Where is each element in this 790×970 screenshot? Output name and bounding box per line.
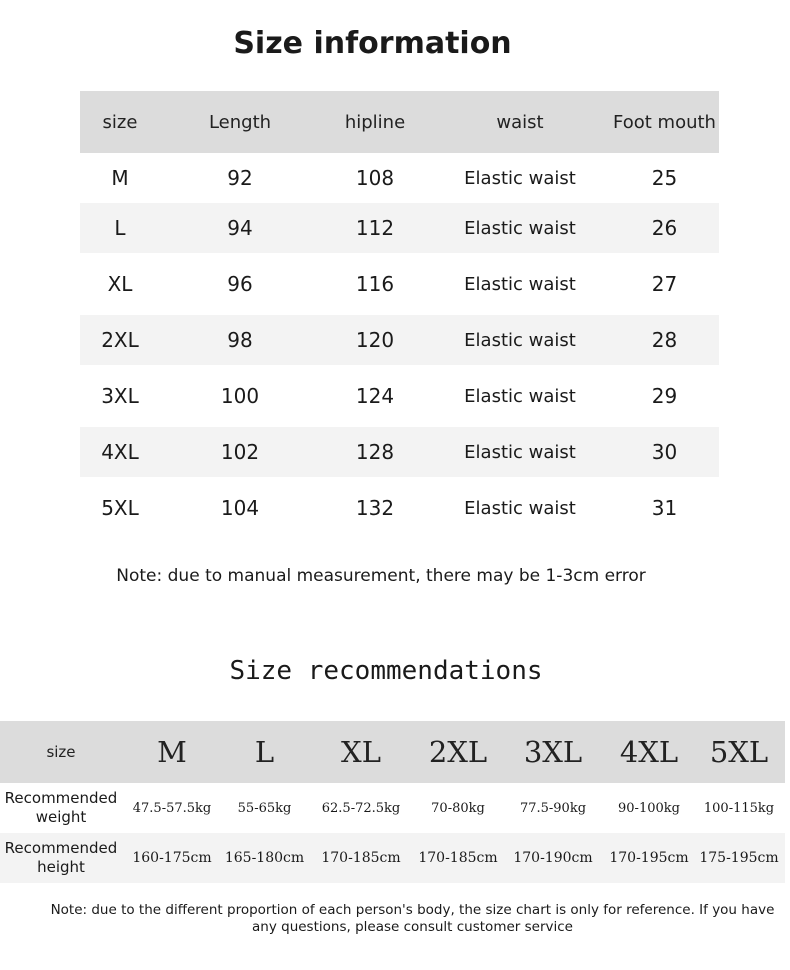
header-3xl: 3XL — [523, 735, 583, 769]
cell-hipline: 112 — [355, 216, 395, 240]
cell-foot-mouth: 26 — [651, 216, 678, 240]
height-cell: 170-190cm — [513, 850, 593, 866]
table-row — [80, 427, 719, 477]
cell-size: XL — [107, 272, 133, 296]
size-information-title: Size information — [233, 26, 512, 61]
size-information-header-row — [80, 91, 719, 153]
cell-foot-mouth: 28 — [651, 328, 678, 352]
weight-cell: 70-80kg — [431, 800, 485, 816]
height-cell: 165-180cm — [224, 850, 305, 866]
table-row — [80, 203, 719, 253]
size-recommendations-header-row — [0, 721, 785, 783]
height-cell: 175-195cm — [699, 850, 779, 866]
table-row — [80, 483, 719, 533]
cell-length: 94 — [227, 216, 253, 240]
header-foot-mouth: Foot mouth — [613, 111, 716, 133]
cell-waist: Elastic waist — [464, 329, 576, 351]
weight-cell: 77.5-90kg — [519, 800, 587, 816]
header-4xl: 4XL — [619, 735, 679, 769]
cell-waist: Elastic waist — [464, 167, 576, 189]
height-cell: 160-175cm — [132, 850, 212, 866]
table-row — [80, 371, 719, 421]
size-recommendations-table — [0, 721, 785, 883]
weight-cell: 47.5-57.5kg — [132, 800, 212, 816]
table-row — [80, 153, 719, 203]
weight-cell: 90-100kg — [618, 800, 680, 816]
cell-size: L — [114, 216, 126, 240]
cell-size: 5XL — [101, 496, 139, 520]
cell-length: 104 — [220, 496, 260, 520]
header-5xl: 5XL — [709, 735, 769, 769]
cell-length: 100 — [220, 384, 260, 408]
cell-size: 4XL — [101, 440, 139, 464]
weight-row — [0, 783, 785, 833]
header-xl: XL — [341, 735, 381, 769]
header-size: size — [102, 111, 138, 133]
cell-foot-mouth: 31 — [651, 496, 678, 520]
size-information-table — [80, 91, 719, 533]
cell-waist: Elastic waist — [464, 217, 576, 239]
measurement-note: Note: due to manual measurement, there may be 1-3cm error — [116, 566, 646, 586]
cell-foot-mouth: 25 — [651, 166, 678, 190]
cell-hipline: 132 — [355, 496, 395, 520]
cell-hipline: 108 — [355, 166, 395, 190]
cell-waist: Elastic waist — [464, 273, 576, 295]
cell-length: 98 — [227, 328, 253, 352]
reference-note: Note: due to the different proportion of each person's body, the size chart is only for reference. If you have any questions, please consult customer service — [50, 902, 775, 935]
header-hipline: hipline — [344, 111, 406, 133]
cell-hipline: 120 — [355, 328, 395, 352]
weight-cell: 100-115kg — [703, 800, 775, 816]
cell-length: 92 — [227, 166, 253, 190]
cell-length: 96 — [227, 272, 253, 296]
cell-foot-mouth: 30 — [651, 440, 678, 464]
weight-cell: 62.5-72.5kg — [321, 800, 401, 816]
cell-waist: Elastic waist — [464, 441, 576, 463]
header-m: M — [157, 735, 187, 769]
height-cell: 170-195cm — [609, 850, 689, 866]
height-row — [0, 833, 785, 883]
cell-waist: Elastic waist — [464, 497, 576, 519]
cell-size: M — [111, 166, 129, 190]
height-cell: 170-185cm — [418, 850, 498, 866]
cell-foot-mouth: 29 — [651, 384, 678, 408]
table-row — [80, 259, 719, 309]
cell-size: 2XL — [101, 328, 139, 352]
cell-foot-mouth: 27 — [651, 272, 678, 296]
height-cell: 170-185cm — [321, 850, 401, 866]
header-waist: waist — [496, 111, 544, 133]
header-2xl: 2XL — [428, 735, 488, 769]
size-recommendations-title: Size recommendations — [229, 656, 543, 686]
header-size: size — [46, 742, 76, 761]
cell-length: 102 — [220, 440, 260, 464]
recommended-weight-label: Recommended weight — [4, 789, 118, 826]
cell-size: 3XL — [101, 384, 139, 408]
header-l: L — [254, 735, 275, 769]
cell-hipline: 124 — [355, 384, 395, 408]
header-length: Length — [208, 111, 272, 133]
cell-hipline: 128 — [355, 440, 395, 464]
cell-waist: Elastic waist — [464, 385, 576, 407]
cell-hipline: 116 — [355, 272, 395, 296]
weight-cell: 55-65kg — [237, 800, 292, 816]
table-row — [80, 315, 719, 365]
recommended-height-label: Recommended height — [4, 839, 118, 876]
